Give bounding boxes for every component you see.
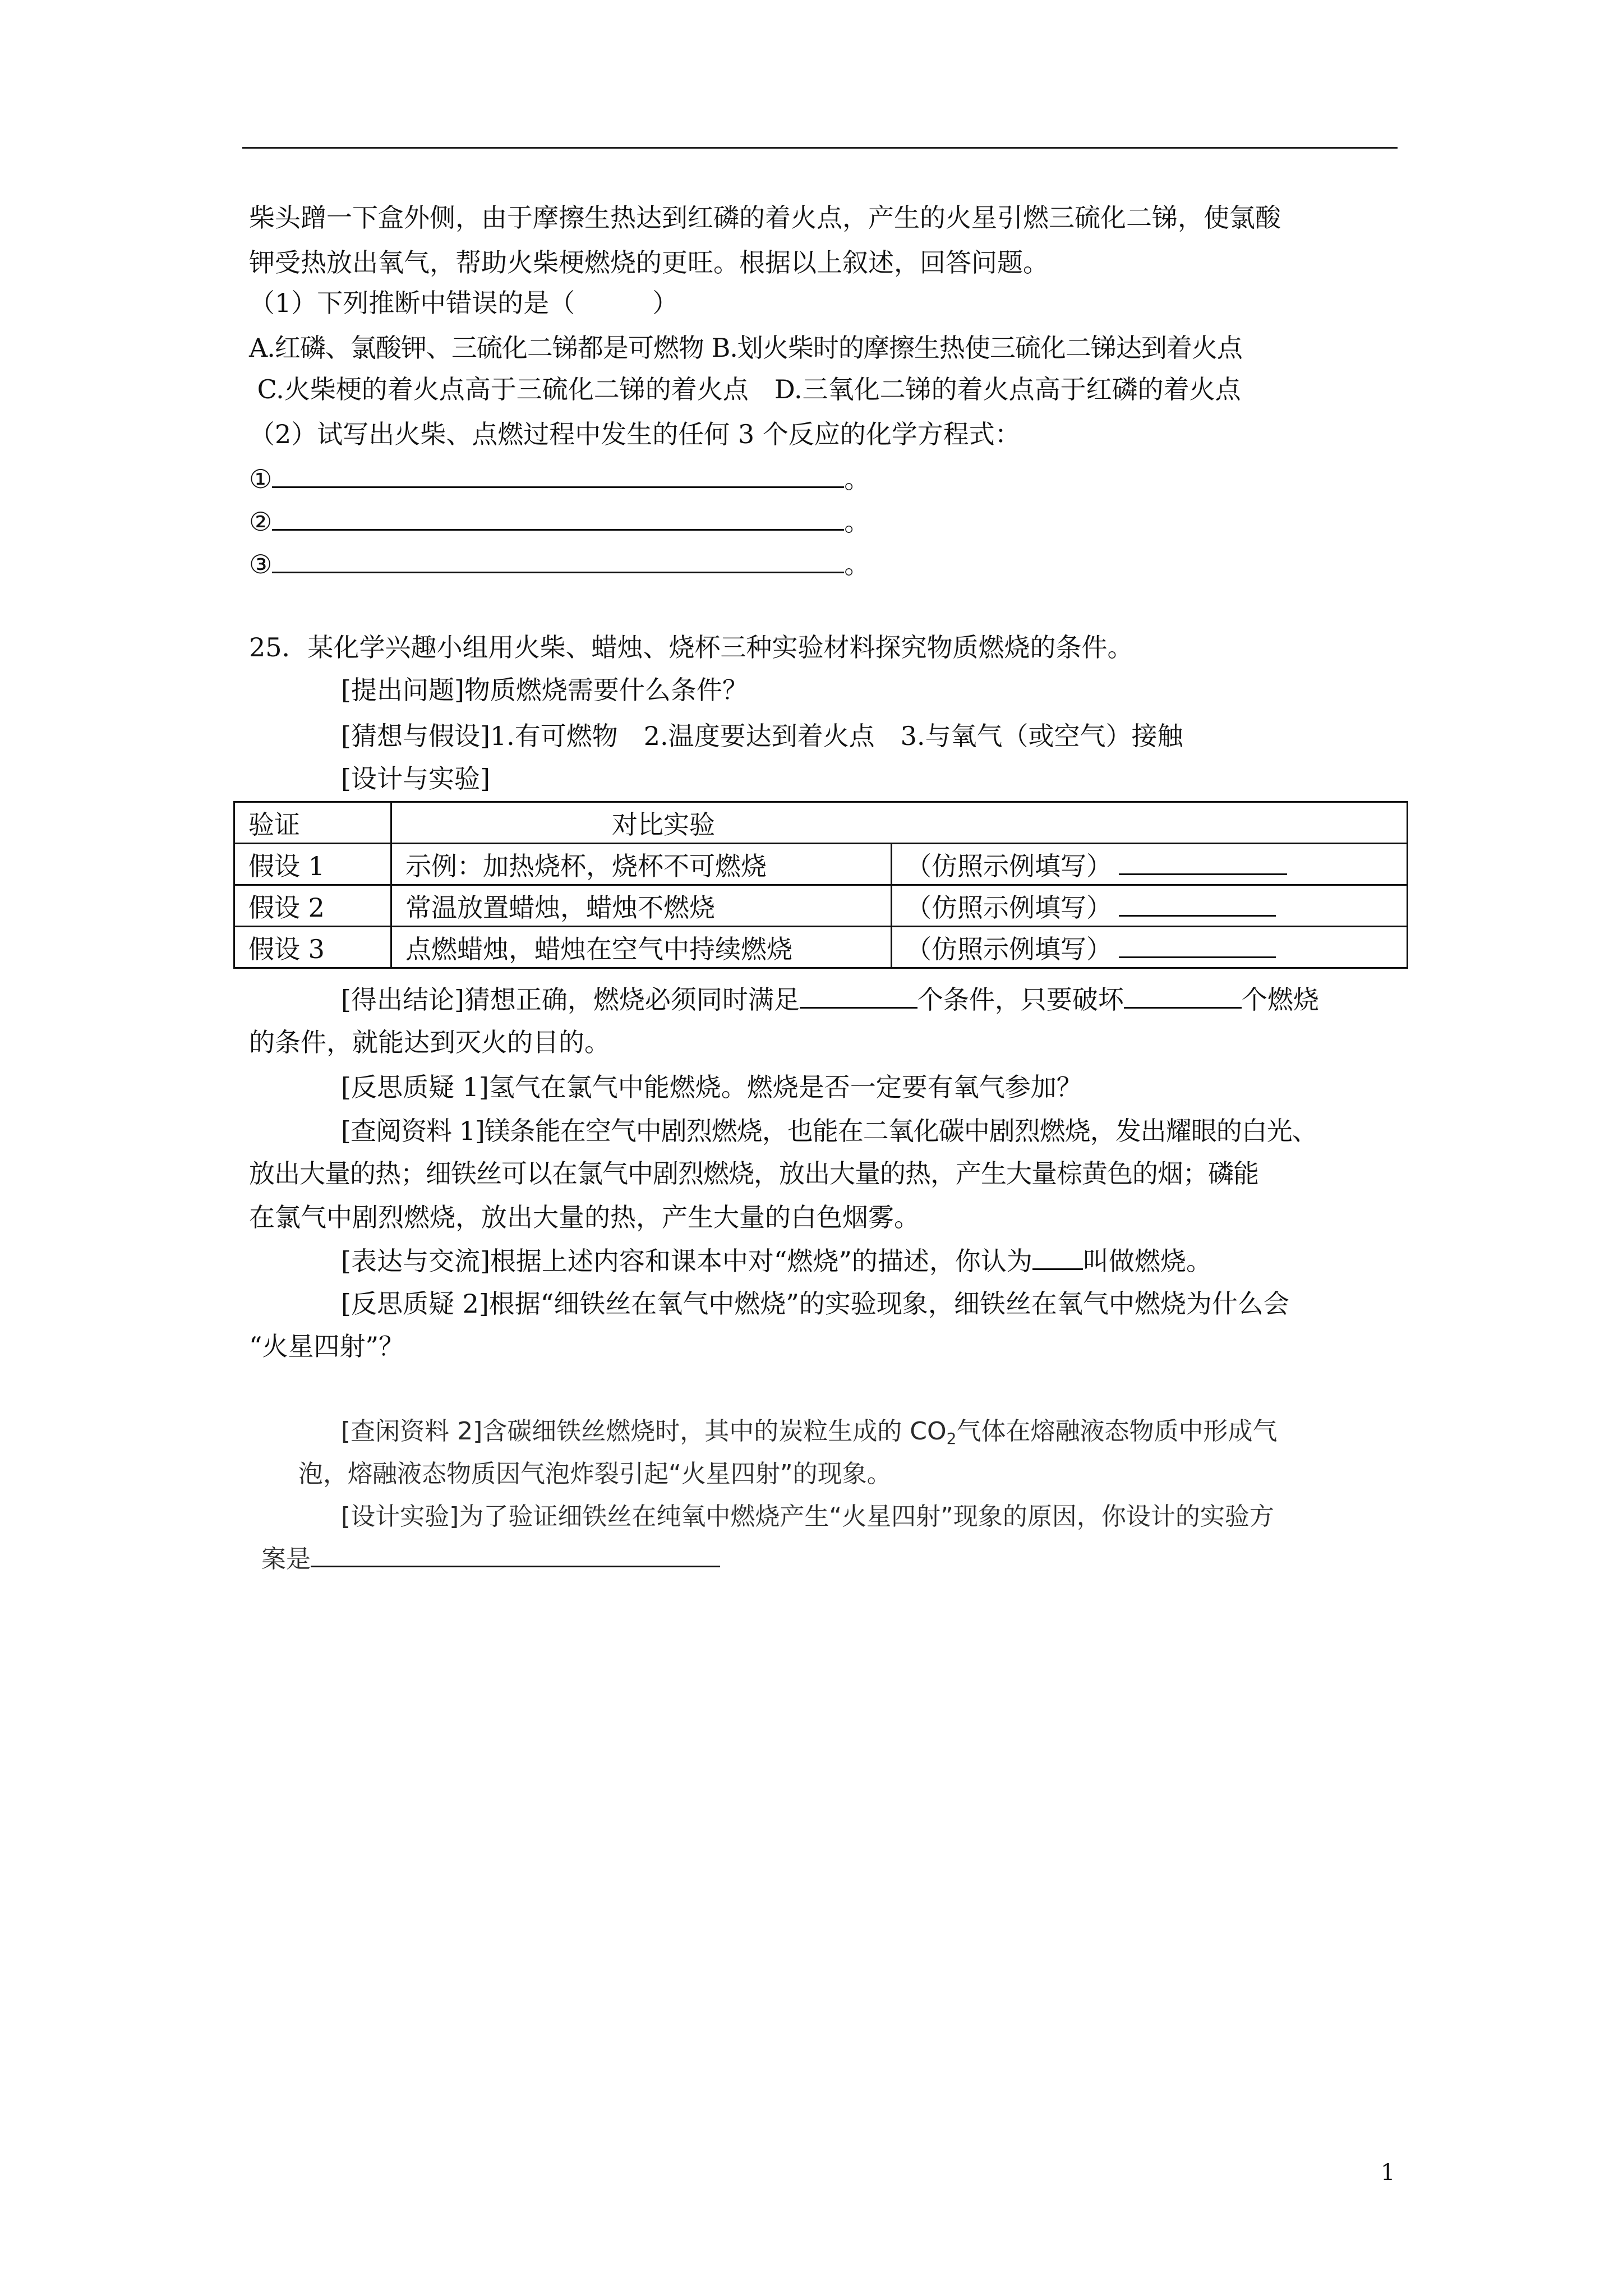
data1-line-2: 放出大量的热；细铁丝可以在氯气中剧烈燃烧，放出大量的热，产生大量棕黄色的烟；磷能 [249, 1158, 1258, 1189]
option-c: C.火柴梗的着火点高于三硫化二锑的着火点 [257, 374, 749, 404]
q1-options-cd [249, 372, 1241, 406]
fill-blank[interactable] [1119, 851, 1287, 875]
conclusion-line-2: 的条件，就能达到灭火的目的。 [249, 1027, 610, 1057]
conclusion-line-1: [得出结论]猜想正确，燃烧必须同时满足 个条件，只要破坏 个燃烧 [341, 984, 1319, 1015]
answer-blank-3[interactable] [272, 549, 844, 573]
data2-line-1: [查闲资料 2]含碳细铁丝燃烧时，其中的炭粒生成的 $CO_2$气体在熔融液态物质中形成气 [341, 1417, 1278, 1448]
answer-blank-1[interactable] [272, 464, 844, 488]
data1-line-1: [查阅资料 1]镁条能在空气中剧烈燃烧，也能在二氧化碳中剧烈燃烧，发出耀眼的白光、 [341, 1116, 1317, 1146]
fill-blank[interactable] [1119, 892, 1276, 917]
doubt2-line-2: “火星四射”？ [249, 1331, 405, 1361]
conclusion-blank-2[interactable] [1124, 984, 1242, 1009]
header-rule [242, 147, 1398, 149]
row-label: 假设 1 [234, 844, 391, 885]
express-line: [表达与交流]根据上述内容和课本中对“燃烧”的描述，你认为 叫做燃烧。 [341, 1246, 1212, 1276]
doubt2-line-1: [反思质疑 2]根据“细铁丝在氧气中燃烧”的实验现象，细铁丝在氧气中燃烧为什么会 [341, 1289, 1289, 1319]
q25-title: 25．某化学兴趣小组用火柴、蜡烛、烧杯三种实验材料探究物质燃烧的条件。 [249, 632, 1133, 662]
row-example: 点燃蜡烛，蜡烛在空气中持续燃烧 [391, 927, 892, 968]
data2-line-2: 泡，熔融液态物质因气泡炸裂引起“火星四射”的现象。 [298, 1460, 892, 1488]
data1-line-3: 在氯气中剧烈燃烧，放出大量的热，产生大量的白色烟雾。 [249, 1202, 920, 1232]
row-fill-cell: （仿照示例填写） [892, 844, 1408, 885]
row-label: 假设 2 [234, 885, 391, 927]
intro-line-1: 柴头蹭一下盒外侧，由于摩擦生热达到红磷的着火点，产生的火星引燃三硫化二锑，使氯酸 [249, 203, 1281, 233]
table-header-row [234, 802, 1408, 844]
header-cell-verify: 验证 [234, 802, 391, 844]
table-row [234, 844, 1408, 885]
row-fill-cell: （仿照示例填写） [892, 885, 1408, 927]
experiment-blank[interactable] [311, 1543, 720, 1567]
q25-hypothesis: [猜想与假设]1.有可燃物 2.温度要达到着火点 3.与氧气（或空气）接触 [341, 721, 1183, 751]
row-example: 常温放置蜡烛，蜡烛不燃烧 [391, 885, 892, 927]
answer-line-2: ② 。 [249, 507, 870, 537]
option-a: A.红磷、氯酸钾、三硫化二锑都是可燃物 [249, 333, 704, 363]
co2-subscript: 2 [946, 1429, 957, 1448]
q25-question: [提出问题]物质燃烧需要什么条件？ [341, 675, 748, 705]
experiment-line-2: 案是 [261, 1543, 720, 1576]
q1-options-ab [249, 331, 1242, 365]
q25-design: [设计与实验] [341, 763, 490, 794]
fill-blank[interactable] [1119, 934, 1276, 958]
table-row [234, 885, 1408, 927]
answer-blank-2[interactable] [272, 507, 844, 531]
q1-stem: （1）下列推断中错误的是（ ） [249, 288, 679, 318]
row-fill-cell: （仿照示例填写） [892, 927, 1408, 968]
doubt-1: [反思质疑 1]氢气在氯气中能燃烧。燃烧是否一定要有氧气参加？ [341, 1072, 1082, 1102]
row-example: 示例：加热烧杯，烧杯不可燃烧 [391, 844, 892, 885]
intro-line-2: 钾受热放出氧气，帮助火柴梗燃烧的更旺。根据以上叙述，回答问题。 [249, 247, 1049, 278]
page-number: 1 [1381, 2160, 1395, 2185]
q2-stem: （2）试写出火柴、点燃过程中发生的任何 3 个反应的化学方程式： [249, 419, 1021, 449]
option-b: B.划火柴时的摩擦生热使三硫化二锑达到着火点 [711, 333, 1242, 363]
experiment-table [233, 801, 1408, 969]
option-d: D.三氧化二锑的着火点高于红磷的着火点 [774, 374, 1241, 404]
table-row [234, 927, 1408, 968]
answer-line-1: ① 。 [249, 464, 870, 494]
row-label: 假设 3 [234, 927, 391, 968]
answer-line-3: ③ 。 [249, 549, 870, 579]
express-blank[interactable] [1032, 1246, 1083, 1270]
header-cell-compare: 对比实验 [391, 802, 1408, 844]
conclusion-blank-1[interactable] [800, 984, 917, 1009]
experiment-line-1: [设计实验]为了验证细铁丝在纯氧中燃烧产生“火星四射”现象的原因，你设计的实验方 [341, 1502, 1274, 1531]
